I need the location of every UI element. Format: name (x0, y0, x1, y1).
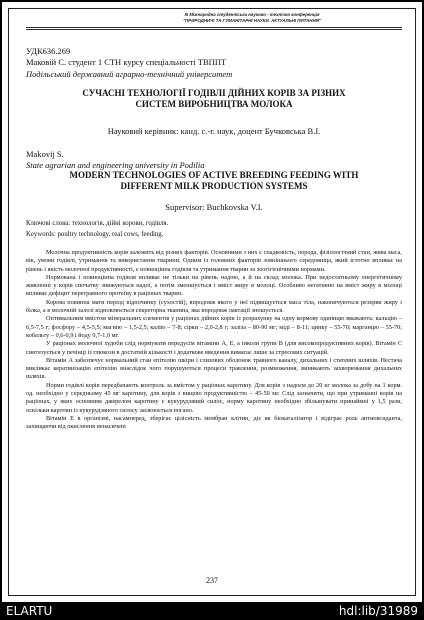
paragraph: Корова повинна мати період відпочинку (сухостій), впродовж якого у неї підвищується маса тіла, накопичуються резерви жиру і білка, а в молочній залозі відновлюється секреторна тканина, яка впродовж лактації зношується. (26, 298, 402, 315)
header-rule (26, 27, 402, 28)
conference-line-1: III Міжнародна студентська науково - технічна конференція (184, 12, 320, 17)
university-en: State agrarian and engineering university in Podilia (26, 160, 205, 170)
paragraph: Вітамін Е в організмі, насамперед, зберігає цілісність мембран клітин, діє як біокаталізатор і відіграє роль антиоксиданта, захищаючи від окислення ненасичені (26, 414, 402, 431)
paragraph: Норми годівлі корів передбачають контроль за вмістом у раціонах каротину. Для корів з надоєм до 20 кг молока за добу на 1 корм. од. необхідно у середньому 45 мг каротину, для корів з вищою продуктивністю – 45-50 мг. Слід зазначити, що при утриманні корів на раціонах, у яких основним джерелом каротину є кукурудзяний силос, норму каротину необхідно збільшувати принаймні у 1,5 рази, оскільки каротин із кукурудзяного силосу засвоюється погано. (26, 381, 402, 414)
title-uk-line-1: СУЧАСНІ ТЕХНОЛОГІЇ ГОДІВЛІ ДІЙНИХ КОРІВ ЗА РІЗНИХ (82, 88, 346, 98)
supervisor-uk: Науковий керівник: канд. с.-г. наук, доцент Бучковська В.І. (107, 126, 321, 136)
page-number: 237 (206, 576, 218, 585)
title-uk-line-2: СИСТЕМ ВИРОБНИЦТВА МОЛОКА (135, 99, 293, 109)
paragraph: Вітамін А забезпечує нормальний стан епітелію шкіри і слизових оболонок травного каналу, дихальних і статевих шляхів. Нестача викликає кератинізацію епітелію внаслідок чого порушуються процеси травлення, розмноження, виникають захворювання дихальних шляхів. (26, 356, 402, 381)
repository-label: ELARTU (6, 604, 53, 618)
title-en-line-1: MODERN TECHNOLOGIES OF ACTIVE BREEDING FEEDING WITH (69, 170, 359, 180)
author-uk: Маковій С. студент 1 СТН курсу спеціальності ТВППТ (26, 57, 227, 67)
supervisor-en: Supervisor: Buchkovska V.I. (165, 202, 263, 212)
paragraph: Нормована і повноцінна годівля впливає не тільки на рівень надою, а й на склад молока. При недостатньому енергетичному живленні у корів спочатку знижуються надої, а потім зменшується і вміст жиру в молоці. Особливо негативно на вміст жиру в молоці впливає дефіцит перетравного протеїну в раціонах тварин. (26, 273, 402, 298)
conference-line-2: "ПРИРОДНИЧІ ТА ГУМАНІТАРНІ НАУКИ. АКТУАЛЬНІ ПИТАННЯ" (183, 17, 321, 23)
keywords-en: Keywords: poultry technology, real cows, feeding. (26, 231, 164, 238)
paragraph: Молочна продуктивність корів залежить від різних факторів. Основними з них є спадковість, порода, фізіологічний стан, жива маса, вік, умови годівлі, утримання та використання тварини. Одним із головних факторів зовнішнього середовища, який істотно впливає на рівень і якість молочної продуктивності, є повноцінна годівля та утримання тварин за зоогігієнічними нормами. (26, 249, 402, 273)
conference-header (102, 12, 402, 23)
title-uk (26, 88, 402, 110)
university-uk: Подільський державний аграрно-технічний університет (26, 69, 233, 79)
header-rule-second (26, 29, 402, 30)
title-en (26, 170, 402, 192)
document-page (2, 2, 422, 602)
title-en-line-2: DIFFERENT MILK PRODUCTION SYSTEMS (120, 181, 308, 191)
author-en: Makovij S. (26, 149, 64, 159)
udk-code: УДК636.269 (26, 46, 71, 56)
paragraph: Оптимальним вмістом мінеральних елементів у раціонах дійних корів із розрахунку на одну кормову одиницю вважають: кальцію – 6,5-7,5 г; фосфору – 4,5-5,5; магнію – 1,5-2,5; калію – 7-8; сірки – 2,0-2,8 г; заліза – 80-90 мг; міді – 8-11; цинку – 55-70; марганцю – 55-70; кобальту – 0,6-0,9 і йоду 0,7-1,0 мг. (26, 315, 402, 339)
handle-label: hdl:lib/31989 (338, 604, 418, 618)
paragraph: У раціонах молочної худоби слід нормувати передусім вітаміни А, Е, а інколи групи В (для високопродуктивних корів). Вітамін С синтезується у печінці із глюкози в достатній кількості і додаткове введення вимагає лише за стресових ситуацій. (26, 340, 402, 356)
keywords-uk: Ключові слова: технологія, дійні корови, годівля. (26, 220, 169, 227)
body-text (26, 249, 402, 432)
